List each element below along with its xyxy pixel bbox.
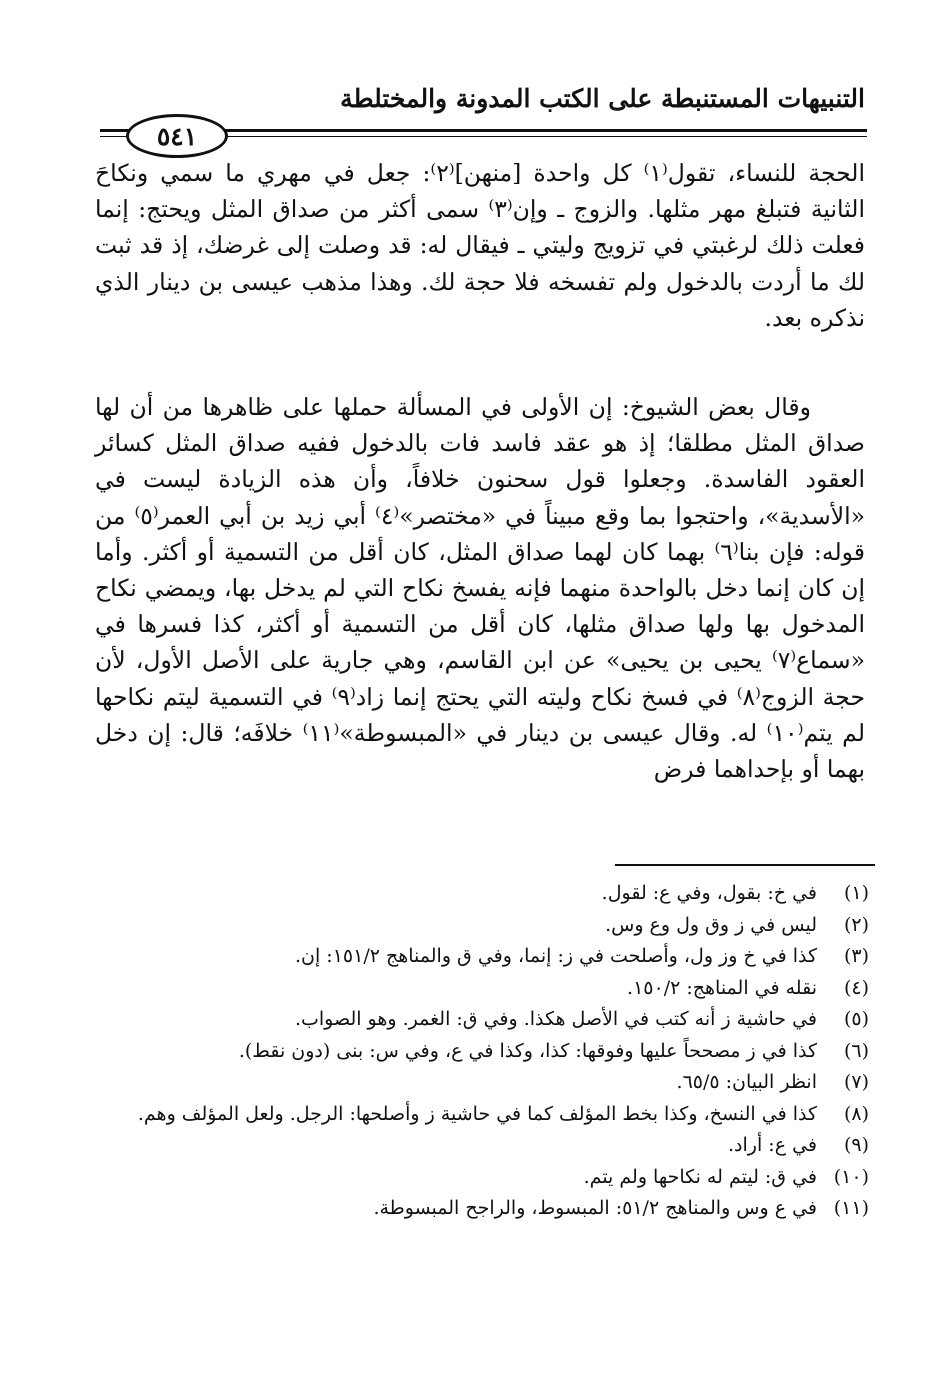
footnote-text: في ع وس والمناهج ٥١/٢: المبسوط، والراجح المبسوطة. <box>373 1197 817 1219</box>
paragraph-text: وقال بعض الشيوخ: إن الأولى في المسألة حملها على ظاهرها من أن لها صداق المثل مطلقا؛ إذ هو عقد فاسد فات بالدخول ففيه صداق المثل كسائر العقود الفاسدة. وجعلوا قول سحنون خلافاً، وأن هذه الزيادة ليست في «الأسدية»، واحتجوا بما وقع مبيناً في «مختصر»⁽٤⁾ أبي زيد بن أبي العمر⁽٥⁾ من قوله: فإن بنا⁽٦⁾ بهما كان لهما صداق المثل، كان أقل من التسمية أو أكثر. وأما إن كان إنما دخل بالواحدة منهما فإنه يفسخ نكاح التي لم يدخل بها، ويمضي نكاح المدخول بها ولها صداق مثلها، كان أقل من التسمية أو أكثر، كذا فسرها في «سماع⁽٧⁾ يحيى بن يحيى» عن ابن القاسم، وهي جارية على الأصل الأول، لأن حجة الزوج⁽٨⁾ في فسخ نكاح وليته التي يحتج إنما زاد⁽٩⁾ في التسمية ليتم نكاحها لم يتم⁽١٠⁾ له. وقال عيسى بن دينار في «المبسوطة»⁽١١⁾ خلافَه؛ قال: إن دخل بهما أو بإحداهما فرض <box>95 393 866 784</box>
footnote-item <box>94 910 869 942</box>
footnote-number: (٤) <box>843 976 869 999</box>
footnote-number: (٩) <box>843 1134 869 1156</box>
footnote-item <box>94 1193 869 1225</box>
footnote-number: (٥) <box>843 1008 869 1030</box>
footnote-number: (٣) <box>843 945 869 967</box>
footnote-number: (٦) <box>843 1039 869 1062</box>
running-title: التنبيهات المستنبطة على الكتب المدونة والمختلطة <box>340 84 865 113</box>
footnote-item <box>94 1067 869 1099</box>
body-paragraph-2 <box>95 389 865 787</box>
footnote-number: (٧) <box>843 1071 869 1093</box>
footnotes-list <box>94 878 869 1225</box>
footnote-text: في ع: أراد. <box>728 1134 817 1156</box>
footnote-text: نقله في المناهج: ١٥٠/٢. <box>627 976 817 999</box>
footnote-item <box>94 1004 869 1036</box>
footnote-item <box>94 1162 869 1194</box>
footnote-item <box>94 1036 869 1068</box>
footnote-text: كذا في النسخ، وكذا بخط المؤلف كما في حاشية ز وأصلحها: الرجل. ولعل المؤلف وهم. <box>137 1102 817 1125</box>
footnote-number: (٨) <box>843 1102 869 1125</box>
page-number: ٥٤١ <box>126 114 228 158</box>
footnote-item <box>94 973 869 1005</box>
footnote-text: كذا في خ وز ول، وأصلحت في ز: إنما، وفي ق والمناهج ١٥١/٢: إن. <box>294 945 817 967</box>
footnote-item <box>94 878 869 910</box>
body-paragraph-1 <box>95 155 865 336</box>
footnote-text: انظر البيان: ٦٥/٥. <box>676 1071 817 1093</box>
footnote-text: كذا في ز مصححاً عليها وفوقها: كذا، وكذا في ع، وفي س: بنى (دون نقط). <box>238 1039 817 1062</box>
footnote-number: (١١) <box>833 1197 869 1219</box>
footnote-separator <box>615 864 875 866</box>
footnote-number: (٢) <box>843 913 869 936</box>
footnote-item <box>94 1099 869 1131</box>
footnote-number: (١٠) <box>833 1165 869 1188</box>
footnote-text: في حاشية ز أنه كتب في الأصل هكذا. وفي ق: الغمر. وهو الصواب. <box>294 1008 817 1030</box>
footnote-text: في خ: بقول، وفي ع: لقول. <box>601 882 817 904</box>
paragraph-text: الحجة للنساء، تقول⁽١⁾ كل واحدة [منهن]⁽٢⁾: جعل في مهري ما سمي ونكاحَ الثانية فتبلغ مهر مثلها. والزوج ـ وإن⁽٣⁾ سمى أكثر من صداق المثل ويحتج: إنما فعلت ذلك لرغبتي في تزويج وليتي ـ فيقال له: قد وصلت إلى غرضك، إذ قد ثبت لك ما أردت بالدخول ولم تفسخه فلا حجة لك. وهذا مذهب عيسى بن دينار الذي نذكره بعد. <box>95 159 865 332</box>
footnote-number: (١) <box>843 882 869 904</box>
footnote-text: في ق: ليتم له نكاحها ولم يتم. <box>583 1165 817 1188</box>
footnote-text: ليس في ز وق ول وع وس. <box>605 913 817 936</box>
footnote-item <box>94 1130 869 1162</box>
footnote-item <box>94 941 869 973</box>
